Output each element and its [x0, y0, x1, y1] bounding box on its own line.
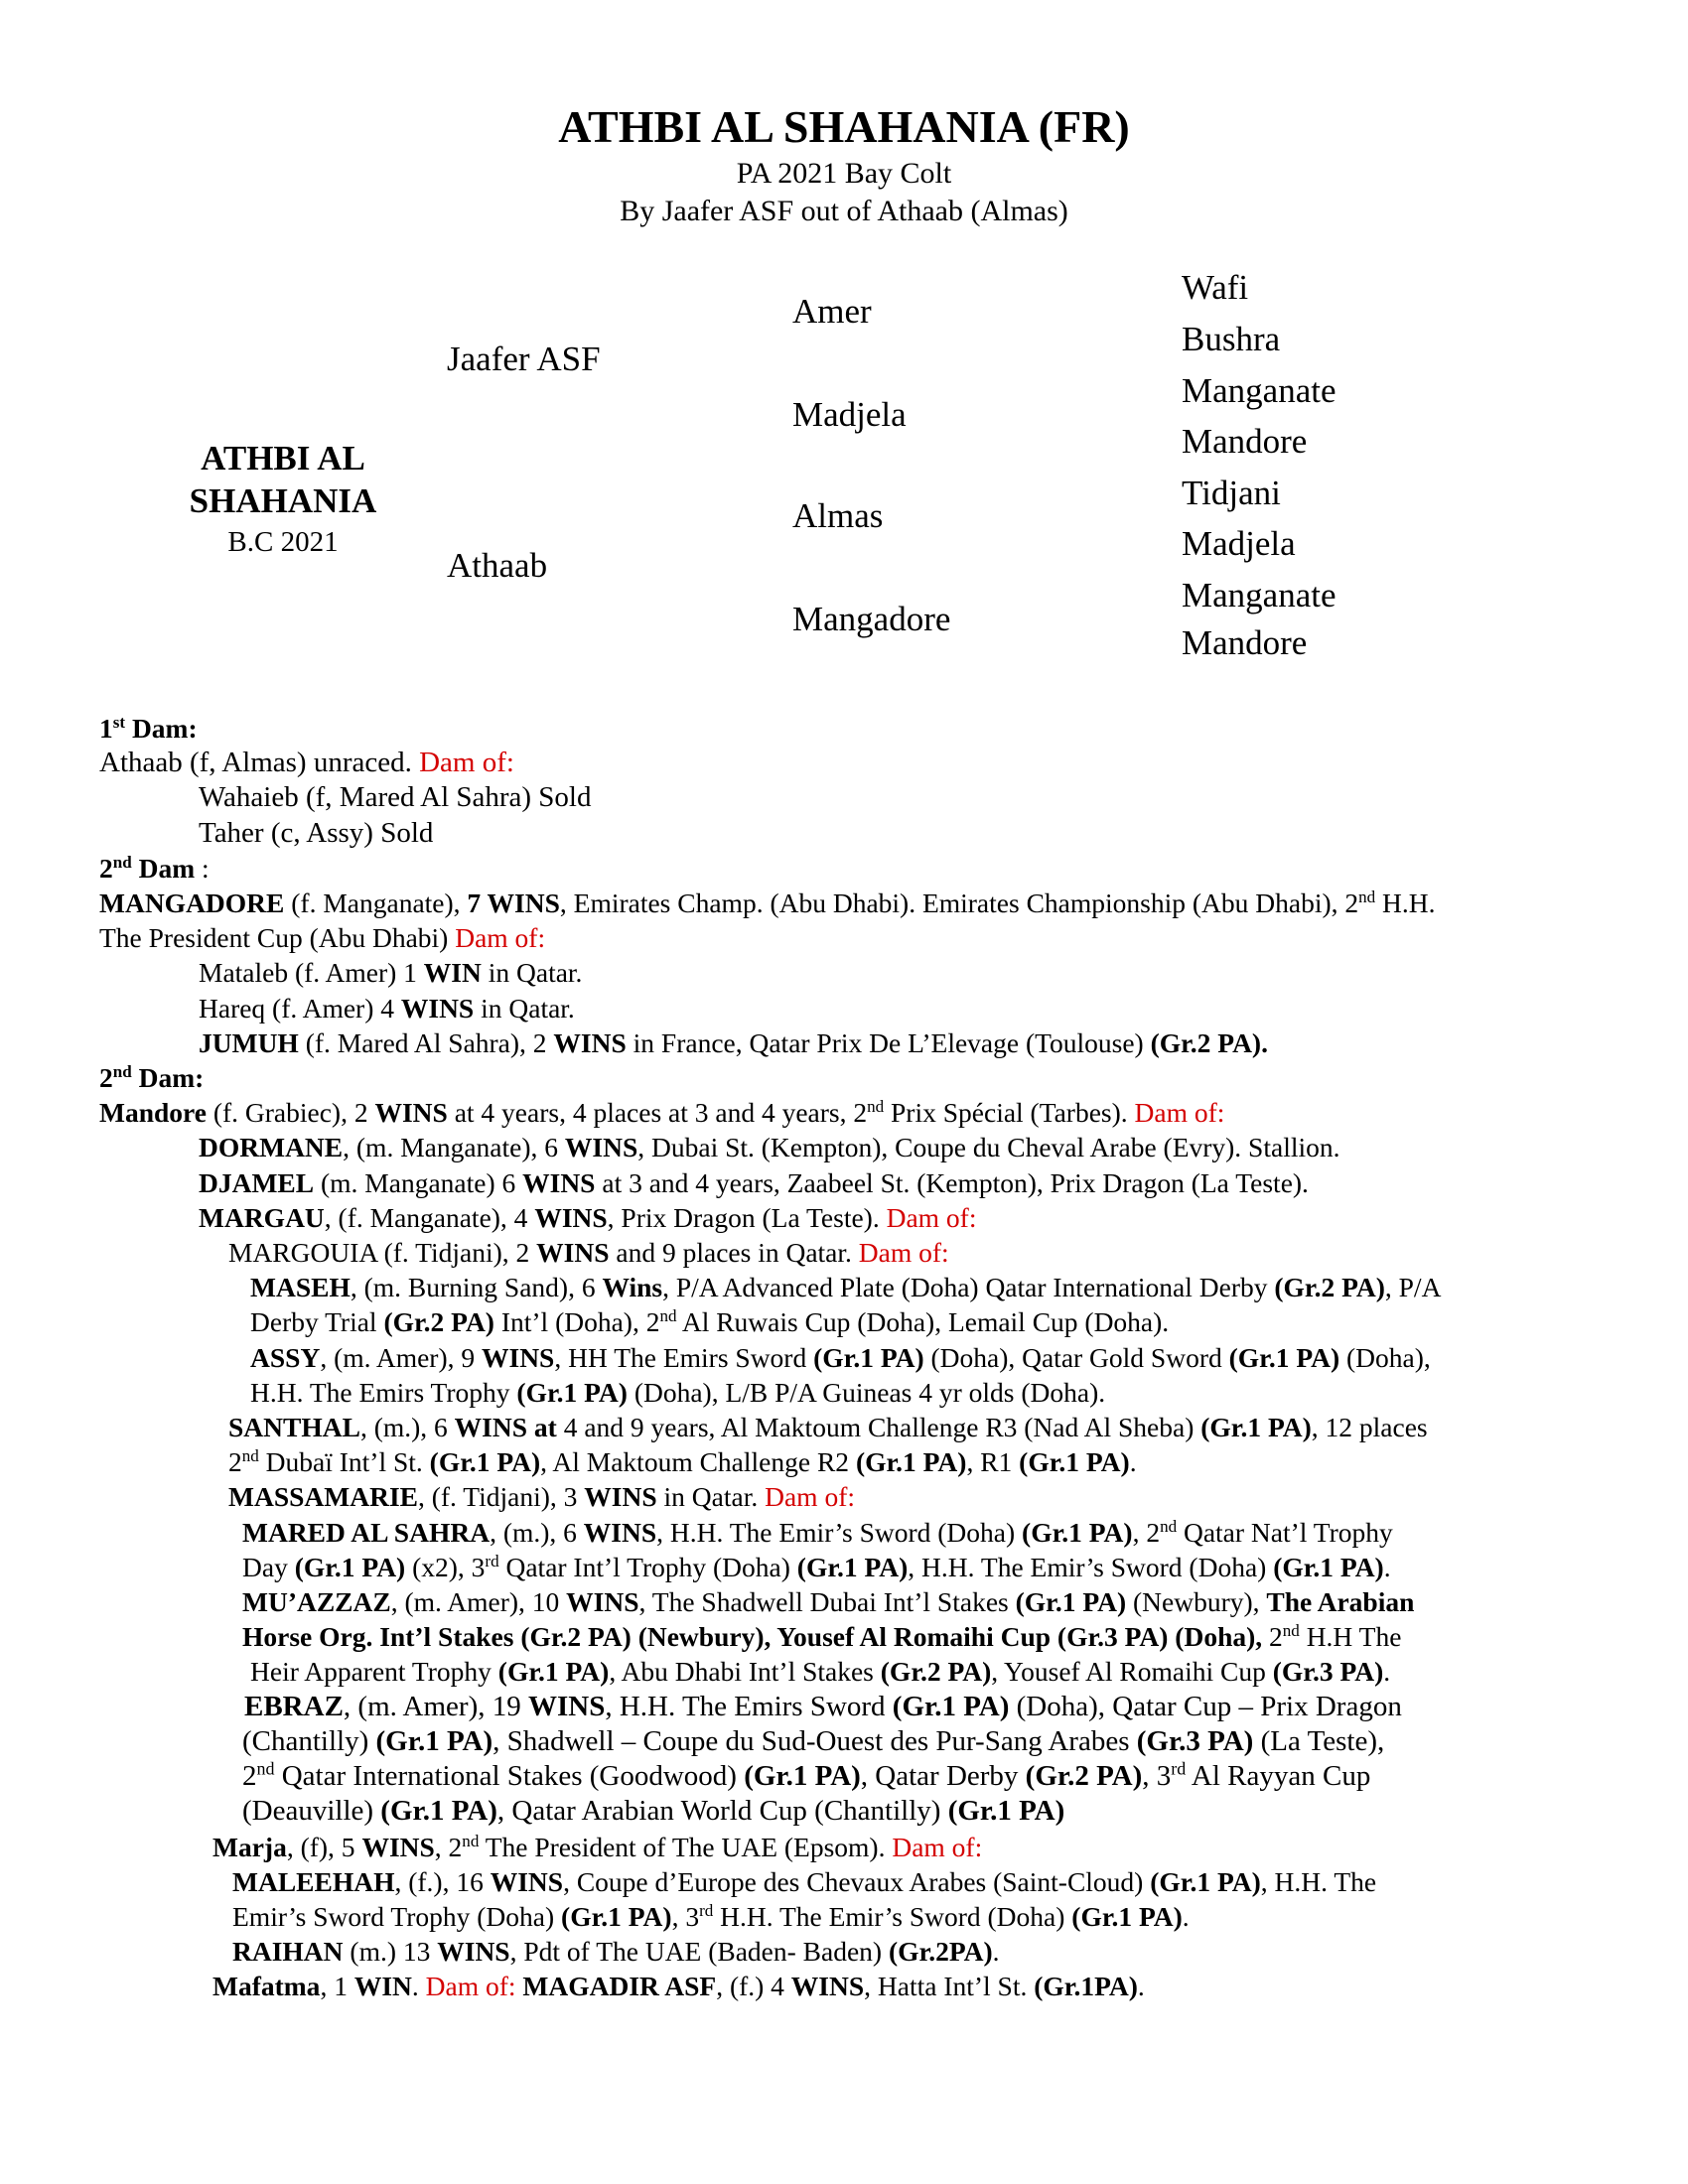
produce-record — [99, 711, 1648, 2004]
offspring-entry: JUMUH (f. Mared Al Sahra), 2 WINS in France, Qatar Prix De L’Elevage (Toulouse) (Gr.2 PA). — [199, 1026, 1268, 1058]
offspring-entry: Taher (c, Assy) Sold — [199, 816, 434, 849]
offspring-entry: Mafatma, 1 WIN. Dam of: MAGADIR ASF, (f.) 4 WINS, Hatta Int’l St. (Gr.1PA). — [212, 1971, 1145, 2002]
offspring-entry: DORMANE, (m. Manganate), 6 WINS, Dubai St. (Kempton), Coupe du Cheval Arabe (Evry). Stallion. — [199, 1132, 1340, 1163]
document-header — [0, 99, 1688, 230]
horse-name-line-1: ATHBI AL — [201, 439, 365, 478]
pedigree-grandparent: Madjela — [792, 395, 907, 434]
offspring-entry: Marja, (f), 5 WINS, 2nd The President of The UAE (Epsom). Dam of: — [212, 1831, 983, 1862]
offspring-entry: SANTHAL, (m.), 6 WINS at 4 and 9 years, Al Maktoum Challenge R3 (Nad Al Sheba) (Gr.1 PA), 12 places — [228, 1412, 1428, 1443]
section-heading-first-dam: 1st Dam: — [99, 712, 198, 744]
offspring-entry-continued: H.H. The Emirs Trophy (Gr.1 PA) (Doha), L/B P/A Guineas 4 yr olds (Doha). — [250, 1376, 1106, 1408]
offspring-entry: EBRAZ, (m. Amer), 19 WINS, H.H. The Emirs Sword (Gr.1 PA) (Doha), Qatar Cup – Prix Dragon — [244, 1690, 1402, 1722]
horse-info: B.C 2021 — [227, 526, 339, 558]
pedigree-grandparent: Mangadore — [792, 600, 951, 638]
horse-name-line-2: SHAHANIA — [189, 481, 377, 520]
pedigree-great-grandparent: Mandore — [1182, 623, 1308, 662]
pedigree-great-grandparent: Manganate — [1182, 371, 1336, 410]
pedigree-grandparent: Almas — [792, 496, 884, 535]
pedigree-great-grandparent: Tidjani — [1182, 474, 1281, 512]
pedigree-dam: Athaab — [447, 546, 548, 585]
offspring-entry: MARGAU, (f. Manganate), 4 WINS, Prix Dragon (La Teste). Dam of: — [199, 1201, 977, 1233]
pedigree-great-grandparent: Mandore — [1182, 422, 1308, 461]
section-heading-second-dam: 2nd Dam : — [99, 852, 210, 884]
pedigree-great-grandparent: Wafi — [1182, 268, 1249, 307]
offspring-entry-continued: (Deauville) (Gr.1 PA), Qatar Arabian World Cup (Chantilly) (Gr.1 PA) — [242, 1795, 1065, 1828]
dam-entry-continued: The President Cup (Abu Dhabi) Dam of: — [99, 922, 546, 954]
dam-entry: MANGADORE (f. Manganate), 7 WINS, Emirates Champ. (Abu Dhabi). Emirates Championship (Abu Dhabi), 2nd H.H. — [99, 887, 1436, 919]
pedigree-great-grandparent: Madjela — [1182, 524, 1296, 563]
pedigree-great-grandparent: Bushra — [1182, 320, 1281, 358]
dam-entry: Athaab (f, Almas) unraced. Dam of: — [99, 747, 514, 779]
pedigree-horse-name — [149, 437, 417, 522]
offspring-entry-continued: 2nd Dubaï Int’l St. (Gr.1 PA), Al Maktoum Challenge R2 (Gr.1 PA), R1 (Gr.1 PA). — [228, 1446, 1137, 1478]
offspring-entry: Mataleb (f. Amer) 1 WIN in Qatar. — [199, 957, 583, 989]
offspring-entry: MASSAMARIE, (f. Tidjani), 3 WINS in Qatar. Dam of: — [228, 1481, 855, 1513]
offspring-entry-continued: 2nd Qatar International Stakes (Goodwood) (Gr.1 PA), Qatar Derby (Gr.2 PA), 3rd Al Rayyan Cup — [242, 1758, 1371, 1793]
offspring-entry: MASEH, (m. Burning Sand), 6 Wins, P/A Advanced Plate (Doha) Qatar International Derby (Gr.2 PA), P/A — [250, 1272, 1442, 1303]
offspring-entry: ASSY, (m. Amer), 9 WINS, HH The Emirs Sword (Gr.1 PA) (Doha), Qatar Gold Sword (Gr.1 PA) (Doha), — [250, 1341, 1431, 1373]
offspring-entry-continued: Derby Trial (Gr.2 PA) Int’l (Doha), 2nd Al Ruwais Cup (Doha), Lemail Cup (Doha). — [250, 1306, 1170, 1338]
offspring-entry: MARGOUIA (f. Tidjani), 2 WINS and 9 places in Qatar. Dam of: — [228, 1237, 949, 1269]
offspring-entry-continued: Heir Apparent Trophy (Gr.1 PA), Abu Dhabi Int’l Stakes (Gr.2 PA), Yousef Al Romaihi Cup (Gr.3 PA). — [250, 1656, 1391, 1688]
pedigree-great-grandparent: Manganate — [1182, 576, 1336, 614]
pedigree-sire: Jaafer ASF — [447, 340, 601, 378]
offspring-entry: MALEEHAH, (f.), 16 WINS, Coupe d’Europe des Chevaux Arabes (Saint-Cloud) (Gr.1 PA), H.H. The — [232, 1865, 1377, 1897]
subtitle-line-2: By Jaafer ASF out of Athaab (Almas) — [620, 195, 1068, 227]
offspring-entry: Hareq (f. Amer) 4 WINS in Qatar. — [199, 992, 575, 1024]
offspring-entry: Wahaieb (f, Mared Al Sahra) Sold — [199, 781, 592, 814]
offspring-entry: RAIHAN (m.) 13 WINS, Pdt of The UAE (Baden- Baden) (Gr.2PA). — [232, 1936, 1000, 1968]
offspring-entry: DJAMEL (m. Manganate) 6 WINS at 3 and 4 years, Zaabeel St. (Kempton), Prix Dragon (La Teste). — [199, 1166, 1309, 1198]
dam-entry: Mandore (f. Grabiec), 2 WINS at 4 years, 4 places at 3 and 4 years, 2nd Prix Spécial (Tarbes). Dam of: — [99, 1097, 1225, 1129]
offspring-entry-continued: (Chantilly) (Gr.1 PA), Shadwell – Coupe du Sud-Ouest des Pur-Sang Arabes (Gr.3 PA) (La Teste), — [242, 1724, 1385, 1757]
offspring-entry: MU’AZZAZ, (m. Amer), 10 WINS, The Shadwell Dubai Int’l Stakes (Gr.1 PA) (Newbury), The Arabian — [242, 1586, 1415, 1618]
pedigree-grandparent: Amer — [792, 292, 872, 331]
offspring-entry-continued: Emir’s Sword Trophy (Doha) (Gr.1 PA), 3rd H.H. The Emir’s Sword (Doha) (Gr.1 PA). — [232, 1900, 1190, 1932]
document-title: ATHBI AL SHAHANIA (FR) — [558, 101, 1130, 152]
offspring-entry: MARED AL SAHRA, (m.), 6 WINS, H.H. The Emir’s Sword (Doha) (Gr.1 PA), 2nd Qatar Nat’l Trophy — [242, 1516, 1393, 1548]
section-heading-second-dam: 2nd Dam: — [99, 1061, 205, 1094]
subtitle-line-1: PA 2021 Bay Colt — [736, 157, 952, 190]
offspring-entry-continued: Horse Org. Int’l Stakes (Gr.2 PA) (Newbury), Yousef Al Romaihi Cup (Gr.3 PA) (Doha), 2nd H.H The — [242, 1621, 1402, 1653]
offspring-entry-continued: Day (Gr.1 PA) (x2), 3rd Qatar Int’l Trophy (Doha) (Gr.1 PA), H.H. The Emir’s Sword (Doha) (Gr.1 PA). — [242, 1551, 1391, 1582]
